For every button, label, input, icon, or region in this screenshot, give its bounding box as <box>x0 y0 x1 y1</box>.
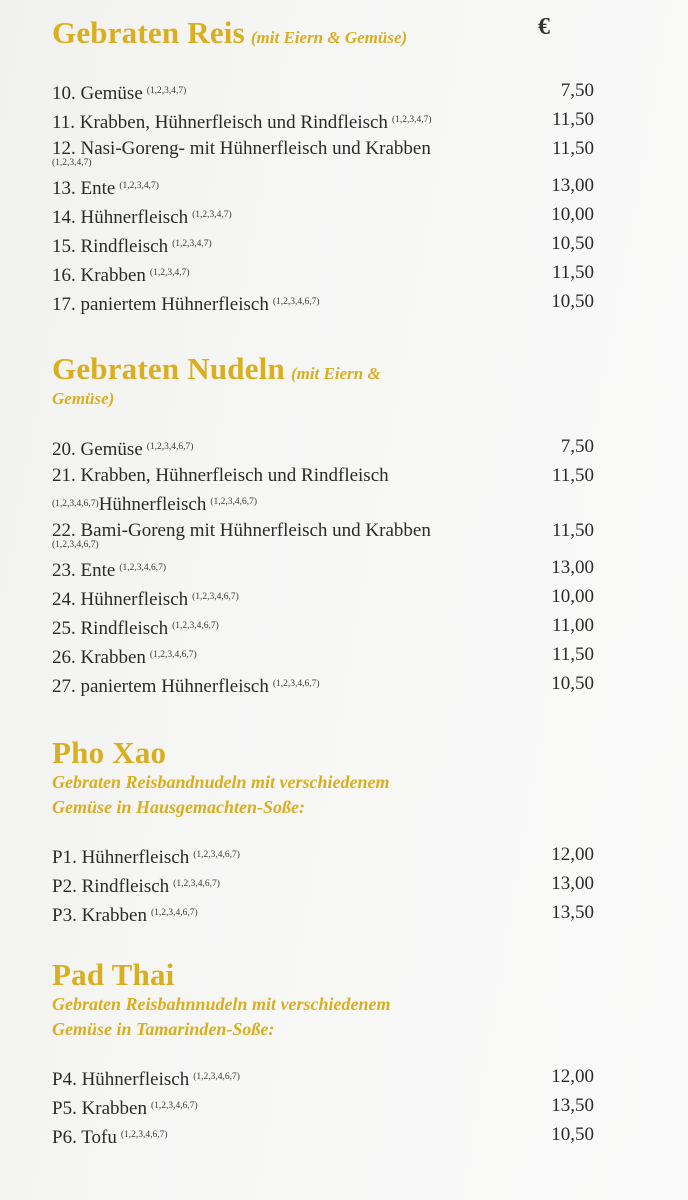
list-item <box>52 900 592 929</box>
section-title: Pho Xao <box>52 735 167 770</box>
item-price: 7,50 <box>560 80 594 101</box>
item-list <box>52 842 592 929</box>
section-gebraten-reis <box>52 16 592 318</box>
item-allergens: (1,2,3,4,7) <box>149 268 190 278</box>
list-item <box>52 642 592 671</box>
item-price: 11,50 <box>551 262 594 283</box>
section-pho-xao <box>52 736 592 929</box>
section-subtitle-continued: Gemüse in Hausgemachten-Soße: <box>52 797 306 817</box>
item-allergens: (1,2,3,4,6,7) <box>193 1072 240 1082</box>
list-item <box>52 842 592 871</box>
item-label: Hühnerfleisch <box>98 494 207 515</box>
item-allergens: (1,2,3,4,6,7) <box>149 650 197 660</box>
item-list <box>52 1064 592 1151</box>
item-price: 10,50 <box>551 673 594 694</box>
currency-symbol: € <box>538 14 550 40</box>
item-label: P2. Rindfleisch <box>52 876 170 897</box>
item-label: 20. Gemüse <box>52 439 143 460</box>
item-allergens: (1,2,3,4,6,7) <box>150 1101 198 1111</box>
item-label: 22. Bami-Goreng mit Hühnerfleisch und Krabben <box>52 520 431 541</box>
item-label: 25. Rindfleisch <box>52 618 169 639</box>
item-allergens: (1,2,3,4,6,7) <box>172 621 219 631</box>
list-item <box>52 260 592 289</box>
item-label: 15. Rindfleisch <box>52 236 169 257</box>
item-label: 14. Hühnerfleisch <box>52 207 189 228</box>
list-item <box>52 613 592 642</box>
list-item <box>52 136 592 162</box>
item-label: P3. Krabben <box>52 905 147 926</box>
item-price: 13,00 <box>551 175 594 196</box>
item-label: P4. Hühnerfleisch <box>52 1069 190 1090</box>
item-label: 23. Ente <box>52 560 116 581</box>
item-allergens: (1,2,3,4,6,7) <box>272 679 320 689</box>
list-item <box>52 871 592 900</box>
item-allergens: (1,2,3,4,6,7) <box>173 879 220 889</box>
item-label: 10. Gemüse <box>52 83 143 104</box>
list-item <box>52 78 592 107</box>
item-label: 26. Krabben <box>52 647 146 668</box>
item-price: 10,50 <box>551 291 594 312</box>
section-title: Gebraten Nudeln <box>52 351 285 386</box>
section-note-continued: Gemüse) <box>52 389 115 408</box>
section-pad-thai <box>52 958 592 1151</box>
item-price: 10,50 <box>551 233 594 254</box>
item-allergens: (1,2,3,4,6,7) <box>192 592 239 602</box>
item-price: 11,00 <box>551 615 594 636</box>
list-item <box>52 518 592 544</box>
item-price: 11,50 <box>551 644 594 665</box>
list-item <box>52 107 592 136</box>
section-subtitle: Gebraten Reisbandnudeln mit verschiedenem <box>52 772 390 792</box>
item-price: 11,50 <box>551 465 594 486</box>
item-price: 7,50 <box>560 436 594 457</box>
item-label: 24. Hühnerfleisch <box>52 589 189 610</box>
item-allergens: (1,2,3,4,7) <box>391 115 432 125</box>
item-price: 11,50 <box>551 138 594 159</box>
item-price: 13,00 <box>551 557 594 578</box>
item-allergens: (1,2,3,4,6,7) <box>52 540 99 550</box>
item-allergens: (1,2,3,4,7) <box>146 86 187 96</box>
list-item <box>52 434 592 463</box>
item-allergens: (1,2,3,4,6,7) <box>150 908 198 918</box>
section-title: Gebraten Reis <box>52 15 245 50</box>
list-item <box>52 289 592 318</box>
list-item <box>52 584 592 613</box>
item-price: 11,50 <box>551 109 594 130</box>
item-allergens: (1,2,3,4,7) <box>172 239 212 249</box>
list-item <box>52 202 592 231</box>
list-item <box>52 1122 592 1151</box>
list-item <box>52 173 592 202</box>
item-price: 11,50 <box>551 520 594 541</box>
item-allergens: (1,2,3,4,6,7) <box>52 499 99 509</box>
item-allergens: (1,2,3,4,6,7) <box>119 563 167 573</box>
item-allergens: (1,2,3,4,6,7) <box>146 442 194 452</box>
item-label: 21. Krabben, Hühnerfleisch und Rindfleisch <box>52 465 389 486</box>
item-label: 27. paniertem Hühnerfleisch <box>52 676 269 697</box>
list-item <box>52 463 592 489</box>
item-price: 12,00 <box>551 844 594 865</box>
list-item <box>52 1093 592 1122</box>
item-list <box>52 78 592 318</box>
item-price: 13,50 <box>551 902 594 923</box>
item-label: 13. Ente <box>52 178 116 199</box>
section-header <box>52 352 592 412</box>
section-header <box>52 16 592 50</box>
item-allergens: (1,2,3,4,6,7) <box>193 850 240 860</box>
item-price: 10,50 <box>551 1124 594 1145</box>
item-price: 10,00 <box>551 586 594 607</box>
item-allergens: (1,2,3,4,7) <box>52 158 92 168</box>
item-label: 12. Nasi-Goreng- mit Hühnerfleisch und Krabben <box>52 138 431 159</box>
list-item <box>52 671 592 700</box>
item-allergens: (1,2,3,4,6,7) <box>210 497 258 507</box>
item-price: 12,00 <box>551 1066 594 1087</box>
item-allergens: (1,2,3,4,6,7) <box>120 1130 168 1140</box>
section-subtitle: Gebraten Reisbahnnudeln mit verschiedenem <box>52 994 391 1014</box>
item-allergens: (1,2,3,4,7) <box>119 181 159 191</box>
item-price: 13,00 <box>551 873 594 894</box>
section-gebraten-nudeln <box>52 352 592 700</box>
list-item <box>52 1064 592 1093</box>
item-label: P5. Krabben <box>52 1098 147 1119</box>
list-item <box>52 555 592 584</box>
item-list <box>52 434 592 700</box>
section-subtitle-continued: Gemüse in Tamarinden-Soße: <box>52 1019 275 1039</box>
list-item-continued <box>52 489 592 518</box>
section-note: (mit Eiern & Gemüse) <box>250 28 408 47</box>
item-label: 17. paniertem Hühnerfleisch <box>52 294 269 315</box>
section-note: (mit Eiern & <box>290 364 381 383</box>
item-label: 16. Krabben <box>52 265 146 286</box>
list-item <box>52 231 592 260</box>
item-price: 13,50 <box>551 1095 594 1116</box>
item-label: 11. Krabben, Hühnerfleisch und Rindfleisch <box>52 112 388 133</box>
item-allergens: (1,2,3,4,7) <box>192 210 232 220</box>
item-label: P1. Hühnerfleisch <box>52 847 190 868</box>
section-title: Pad Thai <box>52 957 175 992</box>
item-allergens: (1,2,3,4,6,7) <box>272 297 320 307</box>
item-price: 10,00 <box>551 204 594 225</box>
item-label: P6. Tofu <box>52 1127 117 1148</box>
